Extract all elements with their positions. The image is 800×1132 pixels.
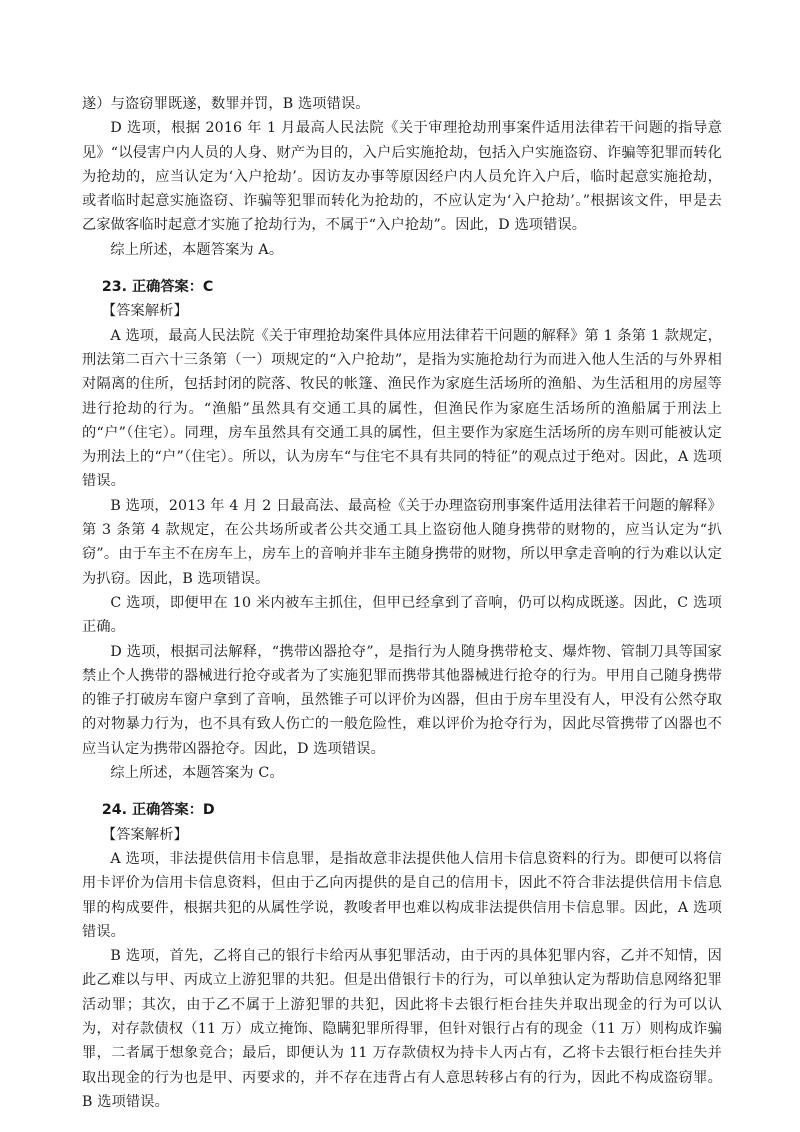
analysis-label: 【答案解析】 (101, 303, 188, 320)
section-gap (82, 785, 722, 798)
paragraph: C 选项，即便甲在 10 米内被车主抓住，但甲已经拿到了音响，仍可以构成既遂。因此，C 选项正确。 (82, 594, 722, 636)
paragraph: 综上所述，本题答案为 A。 (110, 241, 284, 258)
answer-heading: 23. 正确答案：C (101, 279, 214, 296)
paragraph: D 选项，根据司法解释，“携带凶器抢夺”，是指行为人随身携带枪支、爆炸物、管制刀具等国家禁止个人携带的器械进行抢夺或者为了实施犯罪而携带其他器械进行抢夺的行为。甲用自己随身携带的锥子打破房车窗户拿到了音响，虽然锥子可以评价为凶器，但由于房车里没有人，甲没有公然夺取的对物暴力行为，也不具有致人伤亡的一般危险性，难以评价为抢夺行为，因此尽管携带了凶器也不应当认定为携带凶器抢夺。因此，D 选项错误。 (82, 643, 722, 757)
paragraph: A 选项，非法提供信用卡信息罪，是指故意非法提供他人信用卡信息资料的行为。即便可以将信用卡评价为信用卡信息资料，但由于乙向丙提供的是自己的信用卡，因此不符合非法提供信用卡信息罪的构成要件，根据共犯的从属性学说，教唆者甲也难以构成非法提供信用卡信息罪。因此，A 选项错误。 (82, 850, 722, 940)
document-page (82, 92, 722, 1114)
answer-heading: 24. 正确答案：D (101, 802, 215, 819)
paragraph: 综上所述，本题答案为 C。 (110, 765, 284, 782)
paragraph: D 选项，根据 2016 年 1 月最高人民法院《关于审理抢劫刑事案件适用法律若干问题的指导意见》“以侵害户内人员的人身、财产为目的，入户后实施抢劫，包括入户实施盗窃、诈骗等犯罪而转化为抢劫的，应当认定为‘入户抢劫’。因访友办事等原因经户内人员允许入户后，临时起意实施抢劫，或者临时起意实施盗窃、诈骗等犯罪而转化为抢劫的，不应认定为‘入户抢劫’。”根据该文件，甲是去乙家做客临时起意才实施了抢劫行为，不属于“入户抢劫”。因此，D 选项错误。 (82, 120, 722, 234)
section-gap (82, 262, 722, 275)
analysis-label: 【答案解析】 (101, 826, 188, 843)
paragraph: A 选项，最高人民法院《关于审理抢劫案件具体应用法律若干问题的解释》第 1 条第 1 款规定，刑法第二百六十三条第（一）项规定的“入户抢劫”，是指为实施抢劫行为而进入他人生活的与外界相对隔离的住所，包括封闭的院落、牧民的帐篷、渔民作为家庭生活场所的渔船、为生活租用的房屋等进行抢劫的行为。“渔船”虽然具有交通工具的属性，但渔民作为家庭生活场所的渔船属于刑法上的“户”（住宅）。同理，房车虽然具有交通工具的属性，但主要作为家庭生活场所的房车则可能被认定为刑法上的“户”（住宅）。所以，认为房车“与住宅不具有共同的特征”的观点过于绝对。因此，A 选项错误。 (82, 327, 722, 490)
paragraph: B 选项，首先，乙将自己的银行卡给丙从事犯罪活动，由于丙的具体犯罪内容，乙并不知情，因此乙难以与甲、丙成立上游犯罪的共犯。但是出借银行卡的行为，可以单独认定为帮助信息网络犯罪活动罪；其次，由于乙不属于上游犯罪的共犯，因此将卡去银行柜台挂失并取出现金的行为可以认为，对存款债权（11 万）成立掩饰、隐瞒犯罪所得罪，但针对银行占有的现金（11 万）则构成诈骗罪，二者属于想象竞合；最后，即便认为 11 万存款债权为持卡人丙占有，乙将卡去银行柜台挂失并取出现金的行为也是甲、丙要求的，并不存在违背占有人意思转移占有的行为，因此不构成盗窃罪。B 选项错误。 (82, 948, 722, 1110)
paragraph: B 选项，2013 年 4 月 2 日最高法、最高检《关于办理盗窃刑事案件适用法律若干问题的解释》第 3 条第 4 款规定，在公共场所或者公共交通工具上盗窃他人随身携带的财物的，应当认定为“扒窃”。由于车主不在房车上，房车上的音响并非车主随身携带的财物，所以甲拿走音响的行为难以认定为扒窃。因此，B 选项错误。 (82, 497, 722, 587)
paragraph: 遂）与盗窃罪既遂，数罪并罚，B 选项错误。 (82, 96, 370, 112)
